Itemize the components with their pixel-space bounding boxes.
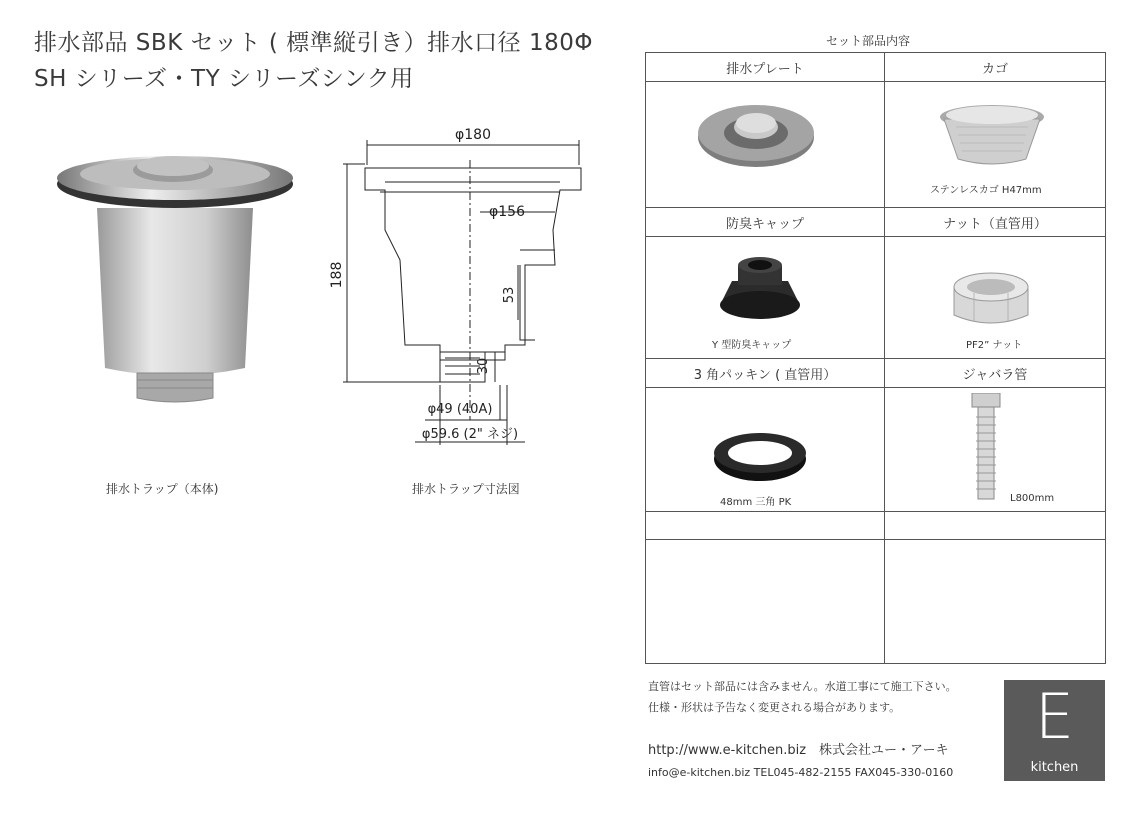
dim-156: φ156 [489,204,525,220]
basket-image [936,97,1048,177]
dim-53: 53 [502,286,517,304]
odor-cap-image [712,253,808,333]
set-parts-table [645,52,1106,664]
nut-caption: PF2” ナット [966,340,1023,351]
drain-trap-dimension-drawing [325,120,590,450]
header-nut: ナット（直管用） [943,217,1047,232]
dim-188: 188 [329,261,345,289]
contact-url-company[interactable]: http://www.e-kitchen.biz 株式会社ユー・アーキ [648,743,949,758]
page-title-line1: 排水部品 SBK セット ( 標準縦引き）排水口径 180Φ [34,30,593,56]
header-bellows-pipe: ジャバラ管 [962,368,1028,383]
dim-49: φ49 (40A) [427,402,493,417]
basket-caption: ステンレスカゴ H47mm [930,185,1042,196]
header-odor-cap: 防臭キャップ [725,217,804,232]
bellows-pipe-caption: L800mm [1010,493,1055,504]
odor-cap-caption: Y 型防臭キャップ [712,340,792,351]
packing-caption: 48mm 三角 PK [720,497,792,508]
note-line2: 仕様・形状は予告なく変更される場合があります。 [648,701,901,714]
logo-letter: E [1034,680,1075,753]
page-title-line2: SH シリーズ・TY シリーズシンク用 [34,66,414,92]
note-line1: 直管はセット部品には含みません。水道工事にて施工下さい。 [648,680,957,693]
dim-180: φ180 [455,127,491,143]
bellows-pipe-image [966,393,1006,503]
dim-59-6: φ59.6 (2" ネジ) [421,427,519,442]
header-packing: 3 角パッキン ( 直管用） [693,368,837,383]
dim-30: 30 [476,357,491,375]
logo-word: kitchen [1030,760,1079,775]
photo-caption: 排水トラップ（本体) [106,482,219,496]
drain-plate-image [694,97,818,177]
set-table-title: セット部品内容 [826,34,911,48]
e-kitchen-logo [1004,680,1105,781]
header-basket: カゴ [981,62,1008,77]
header-drain-plate: 排水プレート [726,62,804,77]
nut-image [946,263,1036,335]
drawing-caption: 排水トラップ寸法図 [412,482,520,496]
packing-image [710,423,810,487]
drain-trap-photo [55,148,300,408]
contact-info[interactable]: info@e-kitchen.biz TEL045-482-2155 FAX045-330-0160 [648,766,954,779]
